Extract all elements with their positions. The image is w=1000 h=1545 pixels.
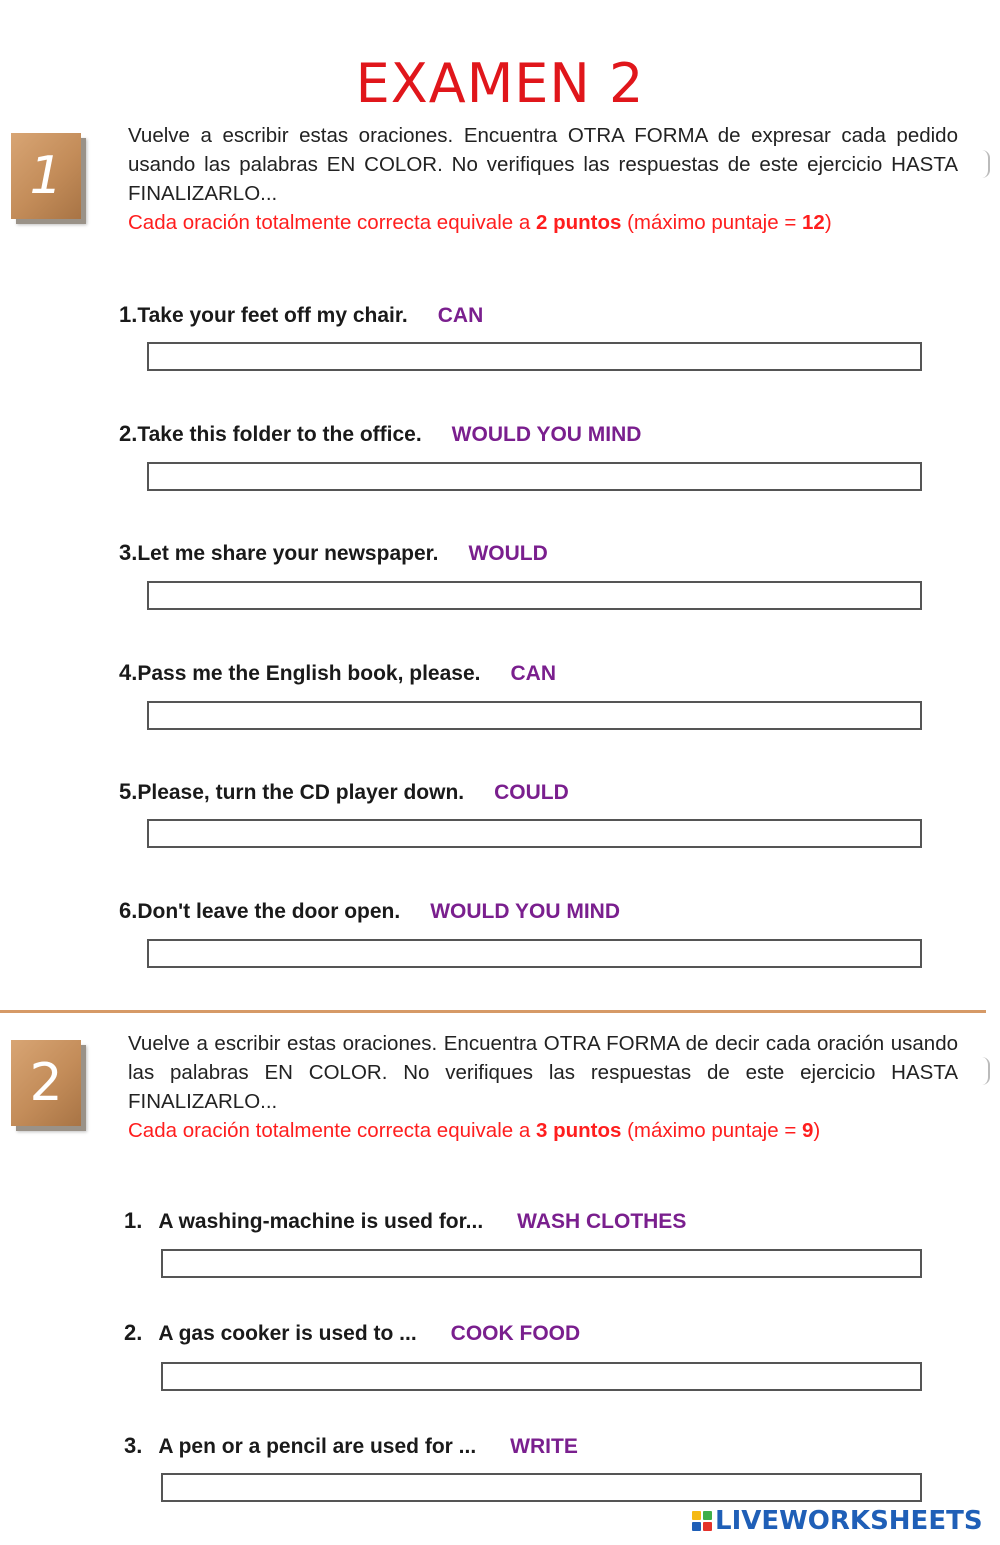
logo-square — [703, 1522, 712, 1531]
s2-answer-field-1[interactable] — [161, 1249, 922, 1278]
question-text: A gas cooker is used to ... — [158, 1322, 417, 1345]
score-max: 9 — [802, 1119, 814, 1142]
exam-title: EXAMEN 2 — [355, 52, 645, 115]
s1-answer-field-6[interactable] — [147, 939, 922, 968]
question-text: Please, turn the CD player down. — [137, 781, 465, 804]
question-number: 5. — [119, 779, 138, 804]
liveworksheets-logo[interactable] — [692, 1504, 983, 1538]
question-keyword: COULD — [494, 781, 569, 804]
s1-question-6 — [119, 897, 620, 926]
s1-answer-field-1[interactable] — [147, 342, 922, 371]
question-keyword: WOULD YOU MIND — [451, 423, 642, 446]
question-number: 2. — [119, 421, 138, 446]
section-2-instructions — [128, 1029, 958, 1145]
score-points: 3 puntos — [535, 1119, 622, 1142]
s2-question-3 — [124, 1432, 578, 1461]
logo-grid-icon — [692, 1511, 712, 1531]
s2-answer-field-2[interactable] — [161, 1362, 922, 1391]
logo-square — [692, 1511, 701, 1520]
question-number: 1. — [119, 302, 138, 327]
question-text: Let me share your newspaper. — [137, 542, 439, 565]
logo-square — [703, 1511, 712, 1520]
question-number: 4. — [119, 660, 138, 685]
section-1-score-note — [128, 211, 832, 234]
question-text: Don't leave the door open. — [137, 900, 401, 923]
question-number: 2. — [124, 1320, 143, 1345]
question-keyword: COOK FOOD — [450, 1322, 581, 1345]
s1-question-5 — [119, 778, 569, 807]
section-1-bracket — [982, 150, 990, 178]
question-keyword: WOULD — [468, 542, 548, 565]
s1-question-4 — [119, 659, 556, 688]
section-2-score-note — [128, 1119, 820, 1142]
s1-answer-field-4[interactable] — [147, 701, 922, 730]
question-keyword: WASH CLOTHES — [517, 1210, 687, 1233]
question-keyword: WRITE — [510, 1435, 578, 1458]
logo-square — [692, 1522, 701, 1531]
s1-answer-field-3[interactable] — [147, 581, 922, 610]
question-keyword: CAN — [510, 662, 556, 685]
s2-answer-field-3[interactable] — [161, 1473, 922, 1502]
score-text: ) — [824, 211, 832, 234]
section-1-instruction-text: Vuelve a escribir estas oraciones. Encuentra OTRA FORMA de expresar cada pedido usando las palabras EN COLOR. No verifiques las respuestas de este ejercicio HASTA FINALIZARLO... — [128, 124, 958, 205]
s2-question-2 — [124, 1319, 580, 1348]
section-divider — [0, 1010, 986, 1013]
section-2-instruction-text: Vuelve a escribir estas oraciones. Encuentra OTRA FORMA de decir cada oración usando las palabras EN COLOR. No verifiques las respuestas de este ejercicio HASTA FINALIZARLO... — [128, 1032, 958, 1113]
section-1-instructions — [128, 121, 958, 237]
score-text: Cada oración totalmente correcta equivale a — [128, 1119, 536, 1142]
question-keyword: WOULD YOU MIND — [430, 900, 620, 923]
s1-question-1 — [119, 301, 483, 330]
s1-question-2 — [119, 420, 641, 449]
section-2-bracket — [982, 1057, 990, 1085]
question-text: Pass me the English book, please. — [137, 662, 481, 685]
section-2-number-badge: 2 — [11, 1040, 81, 1126]
question-number: 6. — [119, 898, 138, 923]
score-text: Cada oración totalmente correcta equivale a — [128, 211, 536, 234]
logo-text: LIVEWORKSHEETS — [715, 1506, 983, 1536]
question-keyword: CAN — [437, 304, 484, 327]
section-1-number-badge: 1 — [11, 133, 81, 219]
question-text: A pen or a pencil are used for ... — [158, 1435, 477, 1458]
score-points: 2 puntos — [535, 211, 622, 234]
score-text: ) — [813, 1119, 821, 1142]
s1-answer-field-5[interactable] — [147, 819, 922, 848]
question-text: Take your feet off my chair. — [137, 304, 408, 327]
score-text: (máximo puntaje = — [621, 211, 802, 234]
score-max: 12 — [802, 211, 825, 234]
s2-question-1 — [124, 1207, 686, 1236]
question-text: Take this folder to the office. — [137, 423, 422, 446]
question-number: 3. — [124, 1433, 143, 1458]
score-text: (máximo puntaje = — [621, 1119, 802, 1142]
question-text: A washing-machine is used for... — [158, 1210, 484, 1233]
s1-question-3 — [119, 539, 548, 568]
question-number: 1. — [124, 1208, 143, 1233]
question-number: 3. — [119, 540, 138, 565]
s1-answer-field-2[interactable] — [147, 462, 922, 491]
